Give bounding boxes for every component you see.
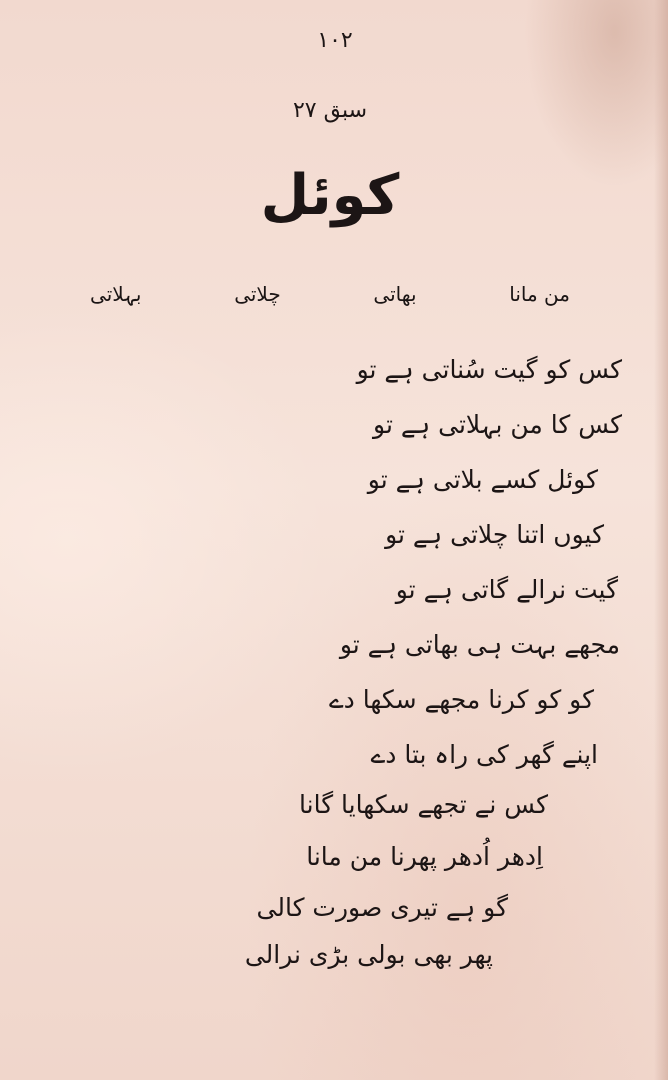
lesson-label: سبق ۲۷ [292,98,368,123]
poem-title: کوئل [260,163,400,228]
poem-line: اپنے گھر کی راہ بتا دے [370,740,598,769]
vocab-word: بہلاتی [90,282,142,306]
vocabulary-list [90,278,570,310]
poem-line: کس کو گیت سُناتی ہے تو [356,355,622,384]
poem-line: گو ہے تیری صورت کالی [256,893,508,922]
poem-line: مجھے بہت ہی بھاتی ہے تو [339,630,620,659]
poem-line: کس کا من بہلاتی ہے تو [373,410,622,439]
poem-line: گیت نرالے گاتی ہے تو [395,575,618,604]
poem-line: کوئل کسے بلاتی ہے تو [367,465,598,494]
page-edge-shadow [654,0,668,1080]
vocab-word: بھاتی [373,282,417,306]
vocab-word: چلاتی [234,282,281,306]
poem-line: کو کو کرنا مجھے سکھا دے [328,685,594,714]
poem-line: پھر بھی بولی بڑی نرالی [244,940,493,969]
page-number: ۱۰۲ [317,28,353,53]
poem-line: کیوں اتنا چلاتی ہے تو [385,520,604,549]
vocab-word: من مانا [509,282,570,306]
poem-line: کس نے تجھے سکھایا گانا [299,790,548,819]
poem-line: اِدھر اُدھر پھرنا من مانا [306,842,543,871]
